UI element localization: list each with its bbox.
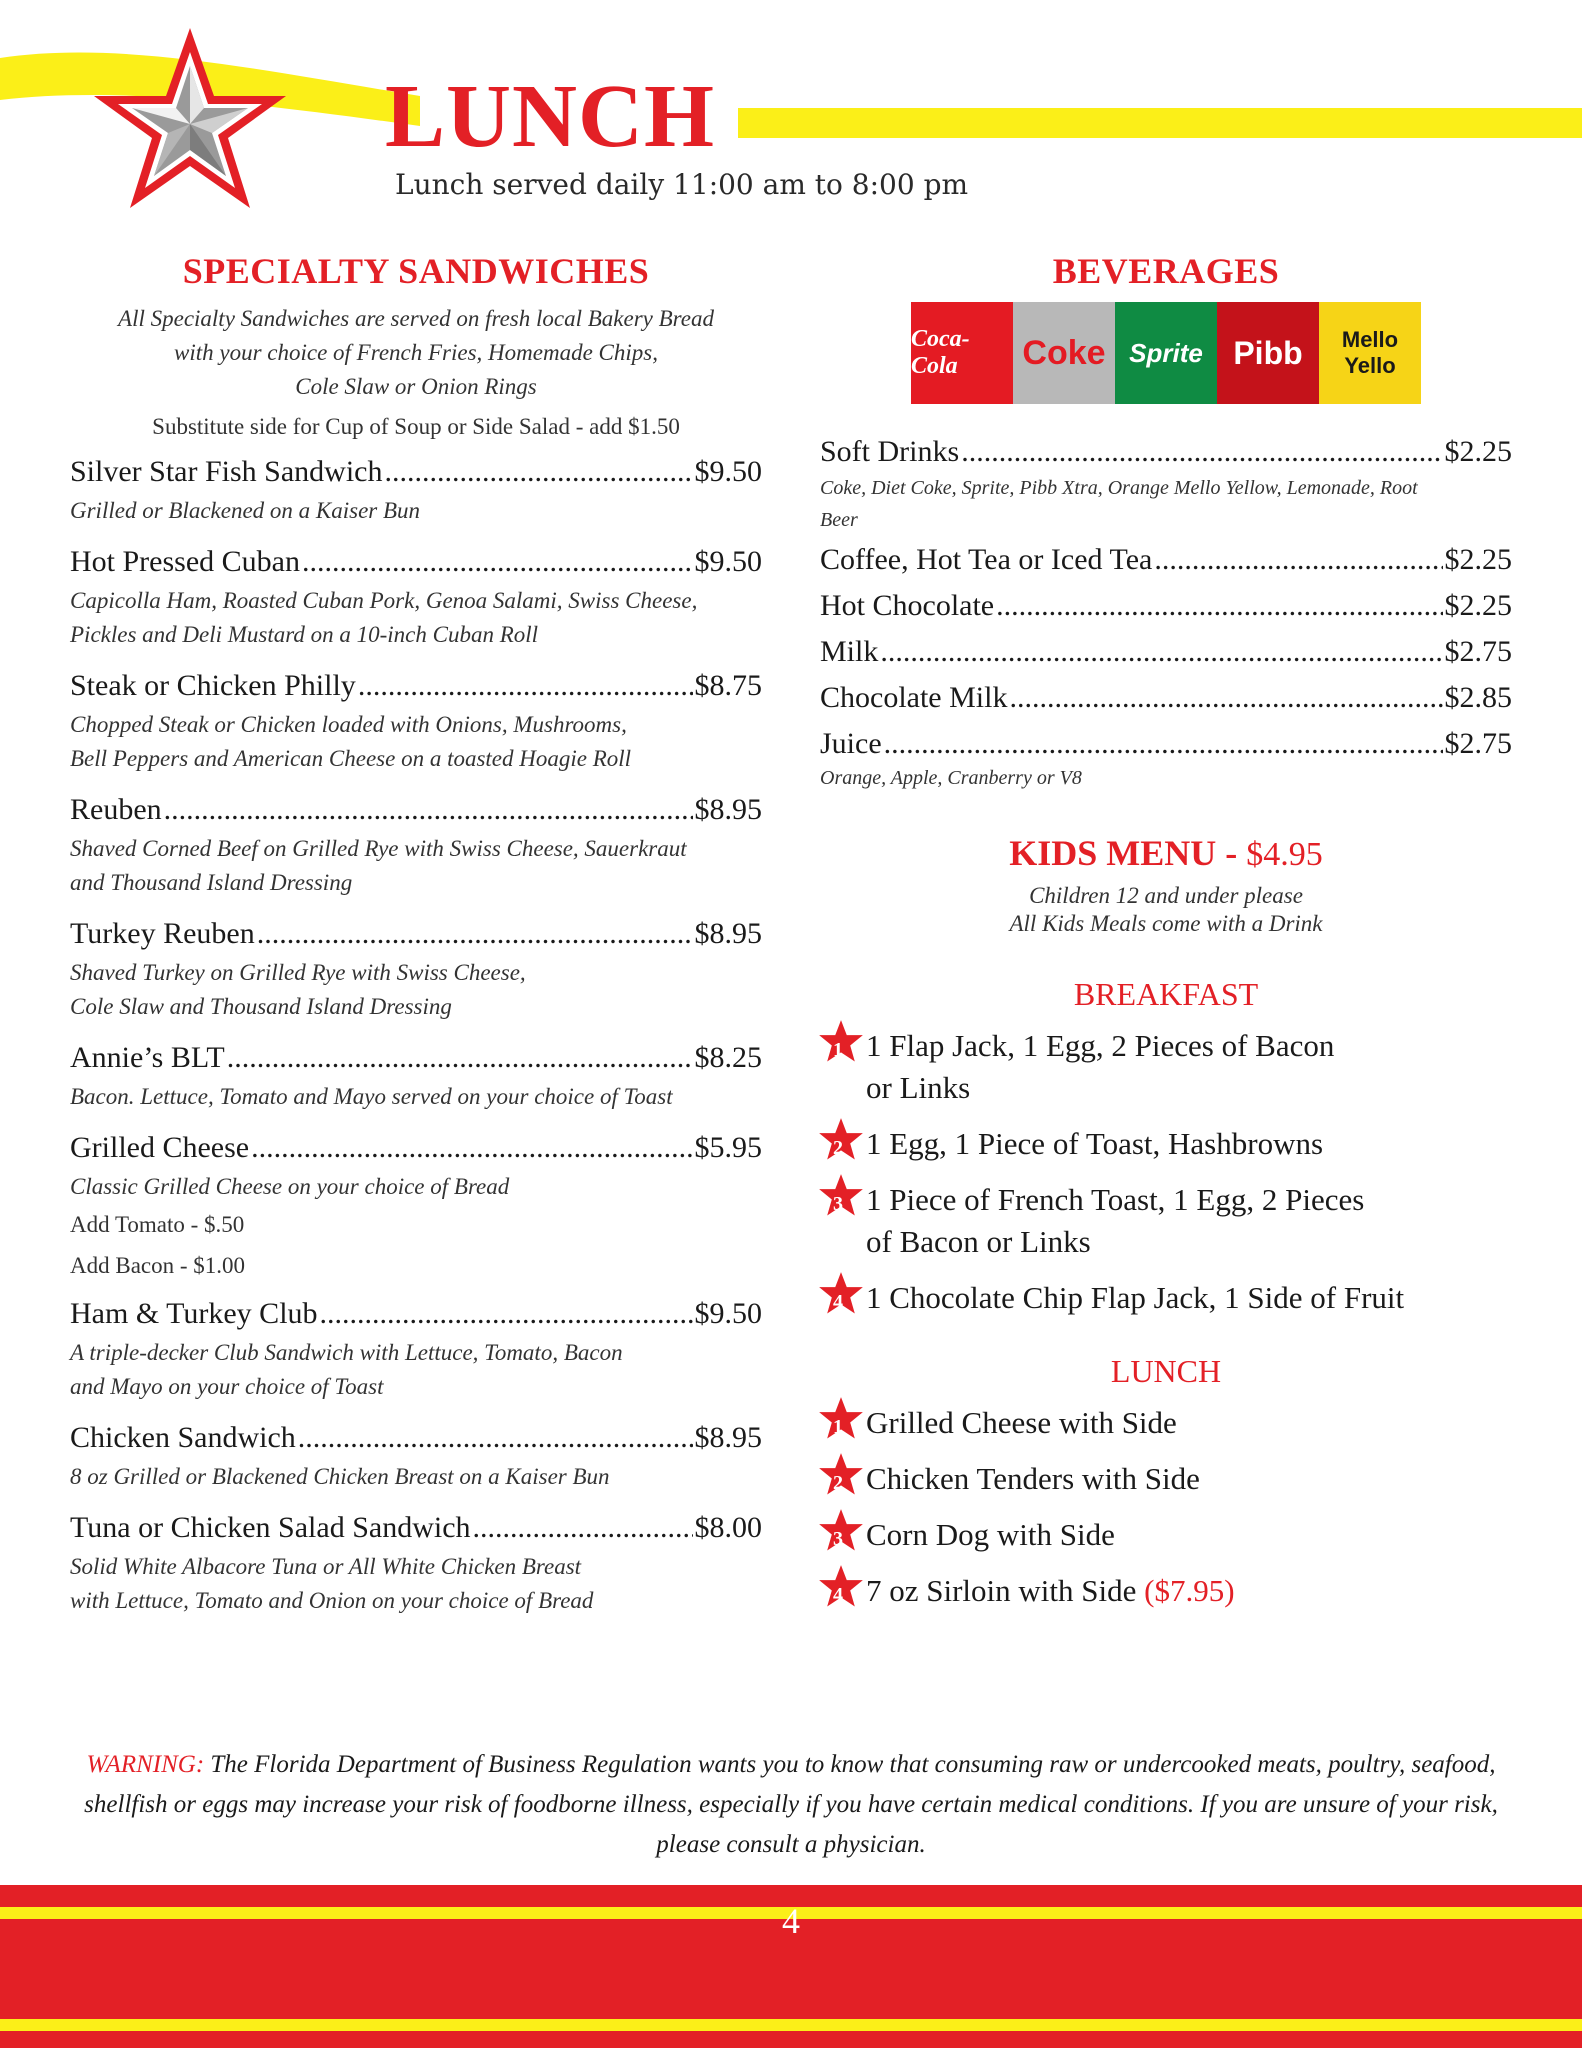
- page-title: LUNCH: [385, 67, 716, 166]
- item-price: $2.85: [1444, 681, 1512, 714]
- list-item: [820, 1025, 1512, 1109]
- item-price: $8.95: [694, 917, 762, 950]
- item-description: Orange, Apple, Cranberry or V8: [820, 767, 1082, 789]
- menu-item: [70, 914, 762, 1024]
- item-description: Shaved Turkey on Grilled Rye with Swiss Cheese, Cole Slaw and Thousand Island Dressing: [70, 960, 526, 1019]
- list-item: [820, 1570, 1512, 1612]
- item-text: Grilled Cheese with Side: [866, 1405, 1177, 1440]
- footer-bar-yellow-bottom: [0, 2019, 1582, 2031]
- red-star-icon: [818, 1271, 864, 1317]
- item-name: Juice: [820, 727, 882, 760]
- item-number: 4: [833, 1291, 843, 1313]
- menu-item: [820, 678, 1512, 718]
- kids-age-note: Children 12 and under please: [1029, 883, 1303, 908]
- item-price: $2.75: [1444, 635, 1512, 668]
- red-star-icon: [818, 1173, 864, 1219]
- kids-menu-title: [820, 832, 1512, 874]
- menu-item: [70, 1038, 762, 1114]
- item-number: 4: [833, 1584, 843, 1606]
- list-item: [820, 1402, 1512, 1444]
- item-price: $8.75: [694, 669, 762, 702]
- red-star-icon: [818, 1564, 864, 1610]
- item-description: Bacon. Lettuce, Tomato and Mayo served on your choice of Toast: [70, 1084, 673, 1109]
- red-star-icon: [818, 1117, 864, 1163]
- food-safety-warning: [70, 1745, 1512, 1865]
- section-title: SPECIALTY SANDWICHES: [182, 251, 650, 291]
- kids-lunch-title: LUNCH: [1110, 1353, 1222, 1389]
- page-number: 4: [782, 1901, 800, 1941]
- pibb-xtra-logo-icon: Pibb: [1217, 302, 1319, 404]
- coca-cola-logo-icon: Coca-Cola: [911, 302, 1013, 404]
- item-text: Chicken Tenders with Side: [866, 1461, 1200, 1496]
- beverage-logos: [820, 302, 1512, 404]
- item-extra-price: ($7.95): [1144, 1573, 1235, 1608]
- item-price: $8.00: [694, 1511, 762, 1544]
- item-price: $2.25: [1444, 435, 1512, 468]
- menu-item: [820, 724, 1512, 792]
- substitute-note: Substitute side for Cup of Soup or Side Salad - add $1.50: [152, 414, 680, 439]
- item-name: Ham & Turkey Club: [70, 1297, 318, 1330]
- menu-item: [70, 1508, 762, 1618]
- item-description: 8 oz Grilled or Blackened Chicken Breast on a Kaiser Bun: [70, 1464, 610, 1489]
- item-number: 2: [833, 1137, 843, 1159]
- item-name: Hot Chocolate: [820, 589, 995, 622]
- item-text: 7 oz Sirloin with Side: [866, 1573, 1145, 1608]
- item-text: 1 Chocolate Chip Flap Jack, 1 Side of Fruit: [866, 1280, 1405, 1315]
- menu-item: [820, 632, 1512, 672]
- item-price: $2.25: [1444, 543, 1512, 576]
- item-price: $9.50: [694, 545, 762, 578]
- item-name: Chicken Sandwich: [70, 1421, 296, 1454]
- item-description: Classic Grilled Cheese on your choice of Bread: [70, 1174, 510, 1199]
- menu-item: [820, 586, 1512, 626]
- list-item: [820, 1514, 1512, 1556]
- item-text: 1 Piece of French Toast, 1 Egg, 2 Pieces of Bacon or Links: [866, 1182, 1365, 1259]
- item-price: $2.25: [1444, 589, 1512, 622]
- item-price: $9.50: [694, 1297, 762, 1330]
- menu-item: [820, 432, 1512, 536]
- menu-item: [70, 1294, 762, 1404]
- warning-label: WARNING:: [86, 1751, 205, 1778]
- item-number: 2: [833, 1472, 843, 1494]
- red-star-icon: [818, 1019, 864, 1065]
- item-name: Hot Pressed Cuban: [70, 545, 300, 578]
- item-name: Reuben: [70, 793, 162, 826]
- menu-item: [70, 542, 762, 652]
- kids-price: $4.95: [1246, 836, 1323, 873]
- item-description: Grilled or Blackened on a Kaiser Bun: [70, 498, 421, 523]
- item-description: Shaved Corned Beef on Grilled Rye with Swiss Cheese, Sauerkraut and Thousand Island Dressing: [70, 836, 687, 895]
- red-star-icon: [818, 1452, 864, 1498]
- item-price: $9.50: [694, 455, 762, 488]
- item-name: Soft Drinks: [820, 435, 960, 468]
- addon-bacon: Add Bacon - $1.00: [70, 1253, 246, 1278]
- item-number: 1: [833, 1039, 843, 1061]
- kids-title-text: KIDS MENU -: [1009, 833, 1247, 873]
- item-price: $8.95: [694, 1421, 762, 1454]
- item-number: 3: [833, 1193, 843, 1215]
- item-description: A triple-decker Club Sandwich with Lettuce, Tomato, Bacon and Mayo on your choice of Toast: [70, 1340, 623, 1399]
- red-star-icon: [818, 1508, 864, 1554]
- item-description: Capicolla Ham, Roasted Cuban Pork, Genoa Salami, Swiss Cheese, Pickles and Deli Mustard on a 10-inch Cuban Roll: [70, 588, 698, 647]
- sprite-logo-icon: Sprite: [1115, 302, 1217, 404]
- menu-item: [70, 1418, 762, 1494]
- item-name: Tuna or Chicken Salad Sandwich: [70, 1511, 471, 1544]
- item-price: $2.75: [1444, 727, 1512, 760]
- menu-item: [70, 1128, 762, 1286]
- item-text: 1 Flap Jack, 1 Egg, 2 Pieces of Bacon or Links: [866, 1028, 1335, 1105]
- item-price: $8.95: [694, 793, 762, 826]
- list-item: [820, 1123, 1512, 1165]
- item-description: Coke, Diet Coke, Sprite, Pibb Xtra, Orange Mello Yellow, Lemonade, Root Beer: [820, 477, 1418, 531]
- item-name: Turkey Reuben: [70, 917, 255, 950]
- item-price: $5.95: [694, 1131, 762, 1164]
- menu-item: [70, 452, 762, 528]
- diet-coke-logo-icon: Coke: [1013, 302, 1115, 404]
- item-name: Annie’s BLT: [70, 1041, 225, 1074]
- menu-item: [70, 666, 762, 776]
- item-description: Solid White Albacore Tuna or All White Chicken Breast with Lettuce, Tomato and Onion on your choice of Bread: [70, 1554, 594, 1613]
- mello-yello-logo-icon: Mello Yello: [1319, 302, 1421, 404]
- item-name: Silver Star Fish Sandwich: [70, 455, 383, 488]
- lunch-hours: Lunch served daily 11:00 am to 8:00 pm: [395, 168, 969, 201]
- beverages-kids-section: [820, 250, 1512, 1626]
- silver-star-logo-icon: [90, 24, 290, 214]
- menu-item: [70, 790, 762, 900]
- item-description: Chopped Steak or Chicken loaded with Onions, Mushrooms, Bell Peppers and American Cheese on a toasted Hoagie Roll: [70, 712, 632, 771]
- sandwich-note: All Specialty Sandwiches are served on fresh local Bakery Bread with your choice of French Fries, Homemade Chips, Cole Slaw or Onion Rings: [118, 306, 714, 399]
- item-name: Grilled Cheese: [70, 1131, 250, 1164]
- list-item: [820, 1179, 1512, 1263]
- section-title: BEVERAGES: [1052, 251, 1280, 291]
- warning-text: The Florida Department of Business Regulation wants you to know that consuming raw or undercooked meats, poultry, seafood, shellfish or eggs may increase your risk of foodborne illness, especially if you have certain medical conditions. If you are unsure of your risk, please consult a physician.: [84, 1751, 1498, 1858]
- kids-drink-note: All Kids Meals come with a Drink: [1009, 911, 1323, 936]
- item-name: Chocolate Milk: [820, 681, 1008, 714]
- item-text: Corn Dog with Side: [866, 1517, 1115, 1552]
- specialty-sandwiches-section: [70, 250, 762, 1632]
- item-price: $8.25: [694, 1041, 762, 1074]
- menu-item: [820, 540, 1512, 580]
- item-number: 3: [833, 1528, 843, 1550]
- list-item: [820, 1277, 1512, 1319]
- footer-bar-red-bottom: [0, 2031, 1582, 2048]
- item-name: Coffee, Hot Tea or Iced Tea: [820, 543, 1153, 576]
- item-number: 1: [833, 1416, 843, 1438]
- red-star-icon: [818, 1396, 864, 1442]
- header-yellow-bar: [738, 108, 1582, 138]
- item-name: Milk: [820, 635, 879, 668]
- list-item: [820, 1458, 1512, 1500]
- kids-breakfast-title: BREAKFAST: [1073, 976, 1259, 1012]
- item-name: Steak or Chicken Philly: [70, 669, 356, 702]
- item-text: 1 Egg, 1 Piece of Toast, Hashbrowns: [866, 1126, 1324, 1161]
- addon-tomato: Add Tomato - $.50: [70, 1212, 245, 1237]
